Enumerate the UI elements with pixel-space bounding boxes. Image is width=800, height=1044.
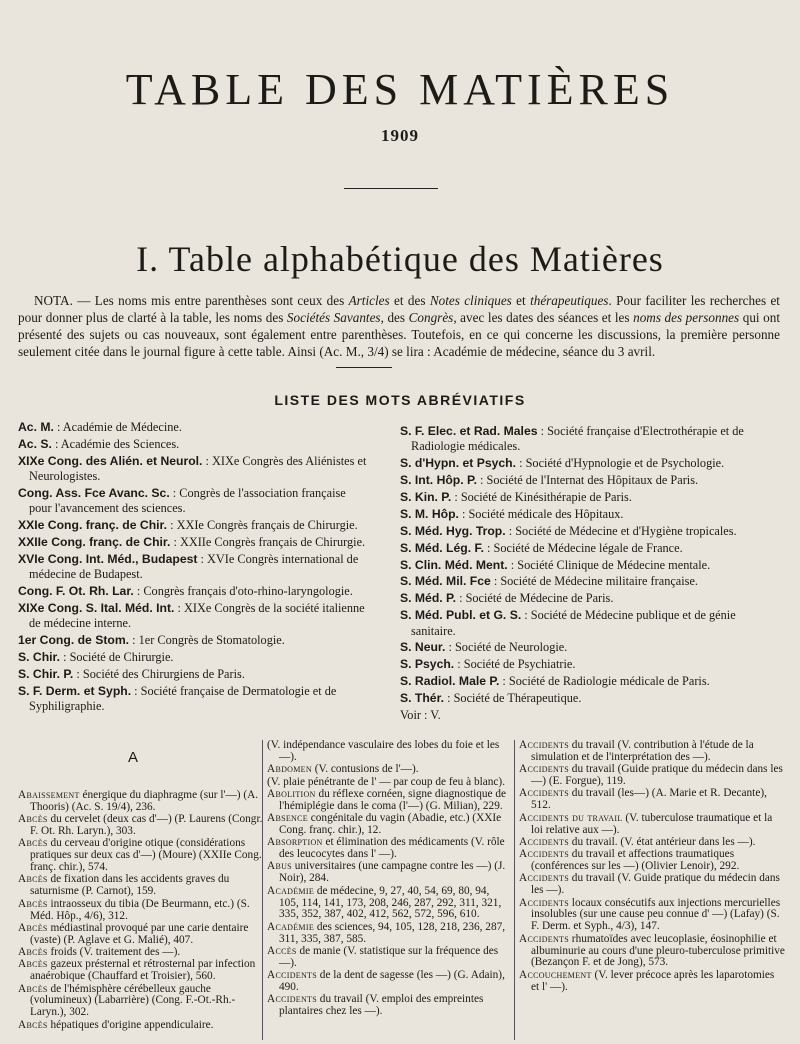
abbreviation-key: Ac. M. (18, 420, 54, 434)
index-text: de manie (V. statistique sur la fréquence des —). (279, 944, 499, 969)
index-entry (519, 970, 785, 994)
abbreviation-meaning: : Société de Médecine militaire française. (490, 574, 698, 589)
abbreviation-key: S. F. Elec. et Rad. Males (400, 424, 538, 438)
abbreviation-entry (18, 684, 370, 715)
abbreviation-entry (18, 486, 370, 517)
abbreviation-key: S. F. Derm. et Syph. (18, 683, 132, 698)
index-keyword: Absorption (267, 836, 323, 849)
abbreviation-meaning: : XXIe Congrès français de Chirurgie. (167, 518, 358, 533)
abbreviation-key: S. d'Hypn. et Psych. (400, 456, 517, 471)
index-text: locaux consécutifs aux injections mercurielles insolubles (sur une cause peu connue d' —) (Lafay) (S. F. Derm. et Syph., 4/3), 147. (531, 896, 781, 933)
index-entry (267, 922, 511, 946)
abbreviation-key: XIXe Cong. des Alién. et Neurol. (18, 453, 203, 468)
section-title: I. Table alphabétique des Matières (136, 239, 664, 279)
abbreviation-meaning: : Société de Médecine légale de France. (483, 540, 683, 555)
abbreviation-meaning: : Société d'Hypnologie et de Psychologie. (516, 456, 725, 471)
abbreviations-right-column (400, 424, 780, 725)
index-entry (267, 946, 511, 970)
abbreviation-meaning: : XXIIe Congrès français de Chirurgie. (170, 535, 366, 550)
index-text: congénitale du vagin (Abadie, etc.) (XXIe Cong. franç. chir.), 12. (279, 812, 502, 836)
index-keyword: Accès (267, 944, 297, 957)
index-text: de la dent de sagesse (les —) (G. Adain), 490. (279, 969, 505, 994)
abbreviation-key: S. Méd. Lég. F. (400, 540, 484, 555)
year-label: 1909 (381, 126, 419, 145)
index-entry (519, 740, 785, 764)
index-entry (18, 874, 266, 898)
index-text: des sciences, 94, 105, 128, 218, 236, 287, 311, 335, 387, 585. (279, 920, 506, 945)
abbreviation-entry (400, 558, 780, 573)
index-text: de médecine, 9, 27, 40, 54, 69, 80, 94, 105, 114, 141, 173, 208, 246, 287, 292, 311, 321, 335, 352, 387, 402, 412, 562, 572, 596, 610. (279, 884, 502, 921)
index-entry (519, 934, 785, 970)
abbreviation-key: S. Neur. (400, 640, 446, 655)
index-entry (18, 947, 266, 959)
divider-rule (336, 367, 392, 368)
index-entry (267, 777, 511, 789)
abbreviation-entry (400, 574, 780, 589)
index-entry (267, 789, 511, 813)
index-text: du travail (V. Guide pratique du médecin dans les —). (531, 872, 780, 897)
index-text: du travail (V. emploi des empreintes plantaires chez les —). (279, 993, 484, 1018)
index-text: rhumatoïdes avec leucoplasie, éosinophilie et albuminurie au cours d'une pleuro-tuberculose primitive (Bezançon F. et de Jong), 573. (531, 932, 785, 969)
abbreviation-meaning: : Société médicale des Hôpitaux. (458, 506, 624, 521)
abbreviation-entry (18, 584, 370, 599)
abbreviation-meaning: : Académie de Médecine. (53, 420, 182, 434)
abbreviation-entry (18, 518, 370, 533)
abbreviation-entry (18, 650, 370, 665)
index-entry (519, 813, 785, 837)
abbreviation-entry (400, 507, 780, 522)
abbreviation-key: XIXe Cong. S. Ital. Méd. Int. (18, 601, 175, 616)
index-text: du réflexe cornéen, signe diagnostique de l'hémiplégie dans le coma (l'—) (G. Milian), 229. (279, 787, 507, 812)
index-entry (519, 788, 785, 812)
index-text: (V. contusions de l'—). (311, 763, 419, 776)
index-entry (519, 837, 785, 849)
index-keyword: Accidents (519, 932, 569, 945)
abbreviation-entry (400, 708, 780, 723)
index-keyword: Abaissement (18, 788, 80, 801)
abbreviation-meaning: : Société de Médecine et d'Hygiène tropicales. (505, 523, 737, 538)
index-text: du travail (les—) (A. Marie et R. Decante), 512. (531, 787, 767, 812)
abbreviation-entry (18, 633, 370, 648)
index-text: du travail (V. contribution à l'étude de la simulation et de l'interprétation des —). (531, 739, 754, 763)
index-text: du travail (Guide pratique du médecin dans les —) (E. Forgue), 119. (531, 763, 783, 788)
index-keyword: Abcès (18, 813, 48, 826)
index-entry (18, 1020, 266, 1032)
index-entry (18, 790, 266, 814)
index-keyword: Accidents (519, 763, 569, 776)
index-entry (18, 959, 266, 983)
index-text: (V. indépendance vasculaire des lobes du foie et les —). (267, 739, 500, 763)
index-text: médiastinal provoqué par une carie dentaire (vaste) (P. Aglave et G. Malié), 407. (30, 921, 249, 946)
abbreviation-key: S. Méd. Publ. et G. S. (400, 608, 522, 623)
page-title: TABLE DES MATIÈRES (125, 65, 675, 114)
abbreviation-meaning: : Société de Thérapeutique. (444, 691, 582, 706)
abbreviation-key: Ac. S. (18, 436, 52, 451)
abbreviation-key: S. Chir. (18, 650, 60, 665)
index-text: énergique du diaphragme (sur l'—) (A. Thooris) (Ac. S. 19/4), 236. (30, 788, 259, 813)
index-entry (267, 970, 511, 994)
index-entry (267, 886, 511, 922)
index-keyword: Absence (267, 812, 308, 824)
abbreviation-meaning: : Société de Neurologie. (445, 640, 568, 655)
abbreviation-entry (400, 473, 780, 488)
abbreviation-entry (400, 640, 780, 655)
index-keyword: Abcès (18, 946, 48, 959)
index-column-2 (267, 740, 511, 1019)
index-entry (18, 923, 266, 947)
index-keyword: Abcès (18, 1018, 48, 1031)
abbreviation-entry (400, 456, 780, 471)
index-entry (18, 899, 266, 923)
abbreviation-key: XXIIe Cong. franç. de Chir. (18, 535, 171, 550)
abbreviation-entry (18, 437, 370, 452)
index-keyword: Abus (267, 860, 292, 873)
index-text: du cervelet (deux cas d'—) (P. Laurens (Congr. F. Ot. Rh. Laryn.), 303. (30, 813, 263, 838)
abbreviation-meaning: : Société de Psychiatrie. (454, 657, 576, 672)
index-entry (267, 994, 511, 1018)
abbreviation-key: XVIe Cong. Int. Méd., Budapest (18, 551, 198, 566)
index-text: (V. lever précoce après les laparotomies et l' —). (531, 968, 775, 993)
index-entry (519, 764, 785, 788)
column-divider (514, 740, 515, 1040)
abbreviations-left-column (18, 420, 370, 716)
abbreviation-meaning: : Société française d'Electrothérapie et de Radiologie médicales. (411, 424, 744, 454)
abbreviation-key: Cong. Ass. Fce Avanc. Sc. (18, 485, 170, 500)
index-keyword: Abcès (18, 921, 48, 934)
abbreviation-meaning: : Société de Médecine de Paris. (456, 591, 614, 606)
index-text: de l'hémisphère cérébelleux gauche (volumineux) (Labarrière) (Cong. F.-Ot.-Rh.-Laryn.), 302. (30, 982, 236, 1019)
index-text: du travail. (V. état antérieur dans les —). (568, 835, 756, 848)
abbreviation-meaning: : Société de l'Internat des Hôpitaux de Paris. (476, 473, 699, 488)
abbreviation-entry (18, 420, 370, 435)
index-keyword: Accidents (519, 739, 569, 751)
abbreviation-key: S. Int. Hôp. P. (400, 473, 477, 488)
index-keyword: Abdomen (267, 763, 312, 776)
index-entry (519, 898, 785, 934)
index-text: et élimination des médicaments (V. rôle des leucocytes dans l' —). (279, 836, 505, 861)
nota-paragraph: NOTA. — Les noms mis entre parenthèses sont ceux des Articles et des Notes cliniques et thérapeutiques. Pour faciliter les recherches et pour donner plus de clarté à la table, les noms des Sociétés Savantes, des Congrès, avec les dates des séances et les noms des personnes qui ont présenté des sujets ou cas nouveaux, sont également entre parenthèses. Toutefois, en ce qui concerne les discussions, la première personne seulement citée dans le journal figure à cette table. Ainsi (Ac. M., 3/4) se lira : Académie de médecine, séance du 3 avril. (18, 293, 781, 359)
index-keyword: Accidents (519, 835, 569, 848)
index-text: du travail et affections traumatiques (conférences sur les —) (Olivier Lenoir), 292. (531, 848, 740, 873)
abbreviation-entry (18, 454, 370, 485)
index-keyword: Abcès (18, 837, 48, 850)
abbreviation-meaning: : Société de Radiologie médicale de Paris. (499, 674, 710, 689)
abbreviation-key: S. Psych. (400, 657, 455, 672)
index-text: hépatiques d'origine appendiculaire. (47, 1018, 214, 1031)
abbreviation-key: S. M. Hôp. (400, 506, 459, 521)
index-text: de fixation dans les accidents graves du saturnisme (P. Carnot), 159. (30, 873, 230, 898)
abbreviation-entry (400, 674, 780, 689)
index-keyword: Accidents (519, 896, 569, 909)
abbreviation-entry (400, 591, 780, 606)
index-entry (267, 764, 511, 776)
index-entry (267, 837, 511, 861)
abbreviation-meaning: : 1er Congrès de Stomatologie. (129, 633, 285, 648)
abbreviation-key: S. Thér. (400, 691, 445, 706)
abbreviation-key: S. Radiol. Male P. (400, 674, 500, 689)
index-keyword: Abolition (267, 787, 316, 800)
divider-rule (344, 188, 438, 189)
abbreviation-entry (400, 657, 780, 672)
abbreviation-entry (18, 535, 370, 550)
index-keyword: Accidents (267, 993, 317, 1006)
abbreviation-key: 1er Cong. de Stom. (18, 633, 130, 648)
abbreviation-entry (400, 524, 780, 539)
abbreviation-key: S. Kin. P. (400, 489, 452, 504)
index-text: (V. plaie pénétrante de l' — par coup de feu à blanc). (267, 775, 506, 788)
abbreviation-entry (400, 424, 780, 455)
index-text: intraosseux du tibia (De Beurmann, etc.) (S. Méd. Hôp., 4/6), 312. (30, 897, 250, 922)
abbreviation-meaning: : Société de Kinésithérapie de Paris. (451, 489, 632, 504)
index-entry (18, 984, 266, 1020)
abbreviation-meaning: : XIXe Congrès des Aliénistes et Neurologistes. (29, 453, 367, 484)
abbreviation-key: S. Clin. Méd. Ment. (400, 557, 508, 572)
abbreviation-meaning: : Académie des Sciences. (51, 436, 180, 451)
index-text: gazeux présternal et rétrosternal par infection anaérobique (Chauffard et Troisier), 560. (30, 958, 256, 983)
index-keyword: Accidents (519, 872, 569, 885)
index-entry (18, 838, 266, 874)
abbreviation-meaning: : Société française de Dermatologie et de Syphiligraphie. (29, 683, 337, 714)
index-text: du cerveau d'origine otique (considérations pratiques sur deux cas d'—) (Moure) (XXIIe Cong. franç. chir.), 574. (30, 837, 262, 874)
index-entry (519, 849, 785, 873)
abbreviation-entry (400, 490, 780, 505)
index-text: universitaires (une campagne contre les —) (J. Noir), 284. (279, 860, 506, 885)
index-keyword: Abcès (18, 958, 48, 971)
abbreviation-entry (18, 552, 370, 583)
abbreviation-meaning: : XVIe Congrès international de médecine de Budapest. (29, 551, 359, 582)
abbreviation-meaning: : Congrès de l'association française pour l'avancement des sciences. (29, 485, 346, 516)
abbreviation-key: S. Méd. Hyg. Trop. (400, 523, 506, 538)
index-keyword: Abcès (18, 873, 48, 886)
abbreviation-key: S. Chir. P. (18, 666, 74, 681)
abbreviation-meaning: : Congrès français d'oto-rhino-laryngologie. (133, 584, 353, 599)
index-text: froids (V. traitement des —). (47, 946, 181, 959)
index-entry (267, 861, 511, 885)
index-entry (519, 873, 785, 897)
abbreviations-heading: LISTE DES MOTS ABRÉVIATIFS (274, 392, 526, 408)
index-keyword: Abcès (18, 897, 48, 910)
index-entry (18, 814, 266, 838)
abbreviation-key: XXIe Cong. franç. de Chir. (18, 518, 167, 533)
index-entry (267, 813, 511, 837)
index-keyword: Abcès (18, 982, 48, 995)
abbreviation-key: S. Méd. Mil. Fce (400, 574, 491, 589)
abbreviation-meaning: Voir : V. (400, 707, 441, 722)
abbreviation-meaning: : Société de Chirurgie. (60, 650, 174, 665)
index-keyword: Académie (267, 884, 314, 897)
index-keyword: Accouchement (519, 968, 592, 981)
index-keyword: Accidents (519, 848, 569, 861)
abbreviation-entry (400, 608, 780, 639)
abbreviation-meaning: : Société des Chirurgiens de Paris. (73, 666, 245, 681)
abbreviation-meaning: : Société Clinique de Médecine mentale. (507, 557, 711, 572)
abbreviation-meaning: : XIXe Congrès de la société italienne de médecine interne. (29, 601, 365, 631)
index-column-3 (519, 740, 785, 994)
index-keyword: Accidents du travail (519, 811, 623, 824)
index-keyword: Accidents (267, 969, 317, 982)
abbreviation-entry (400, 541, 780, 556)
index-entry (267, 740, 511, 764)
abbreviation-key: S. Méd. P. (400, 591, 456, 606)
index-keyword: Accidents (519, 787, 569, 800)
index-text: (V. tuberculose traumatique et la loi relative aux —). (531, 811, 773, 836)
abbreviation-entry (400, 691, 780, 706)
abbreviation-meaning: : Société de Médecine publique et de génie sanitaire. (411, 608, 736, 638)
abbreviation-entry (18, 667, 370, 682)
index-keyword: Académie (267, 920, 314, 933)
index-column-1 (18, 749, 266, 1032)
abbreviation-entry (18, 601, 370, 632)
abbreviation-key: Cong. F. Ot. Rh. Lar. (18, 584, 134, 599)
index-letter: A (127, 749, 138, 766)
